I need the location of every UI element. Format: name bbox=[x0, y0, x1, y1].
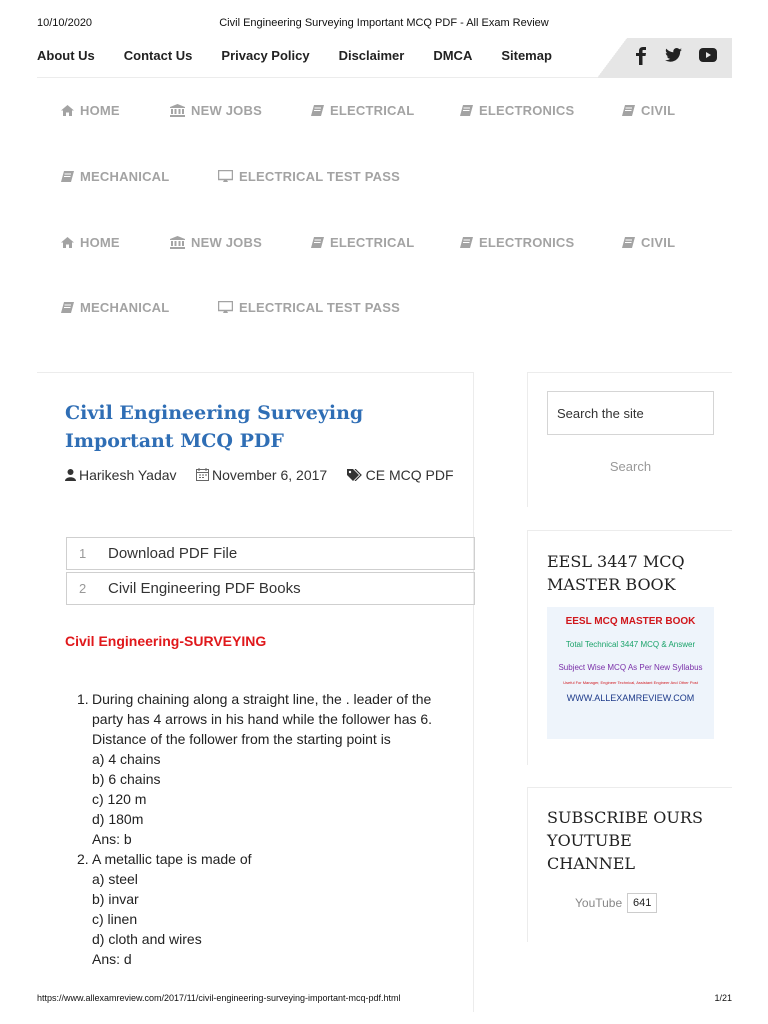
toc-item-label: Civil Engineering PDF Books bbox=[108, 580, 301, 597]
post-meta bbox=[65, 465, 465, 486]
option: b) 6 chains bbox=[92, 771, 161, 787]
subscribe-widget bbox=[527, 787, 732, 942]
facebook-icon[interactable] bbox=[635, 47, 647, 65]
question-item bbox=[77, 849, 457, 969]
post-category[interactable]: CE MCQ PDF bbox=[365, 467, 454, 483]
bank-icon bbox=[170, 104, 185, 117]
menu-civil-label: CIVIL bbox=[641, 102, 676, 118]
option: b) invar bbox=[92, 891, 139, 907]
menu-home-label: HOME bbox=[80, 102, 120, 118]
social-bar bbox=[627, 38, 732, 78]
menu-home[interactable] bbox=[61, 103, 120, 118]
question-item bbox=[77, 689, 457, 849]
promo-line: Useful For Manager, Engineer Technical, Assistant Engineer And Other Post bbox=[563, 680, 698, 685]
youtube-subscribe bbox=[547, 892, 657, 914]
menu-new-jobs-label: NEW JOBS bbox=[191, 234, 262, 250]
menu-home-label: HOME bbox=[80, 234, 120, 250]
desktop-icon bbox=[218, 170, 233, 182]
question-text: A metallic tape is made of bbox=[92, 851, 252, 867]
calendar-icon bbox=[196, 468, 209, 481]
option: a) steel bbox=[92, 871, 138, 887]
tags-icon bbox=[347, 469, 363, 481]
question-text: During chaining along a straight line, the . leader of the party has 4 arrows in his hand while the follower has 6. Distance of the follower from the starting point is bbox=[92, 691, 433, 747]
option: c) linen bbox=[92, 911, 138, 927]
option: d) cloth and wires bbox=[92, 931, 202, 947]
user-icon bbox=[65, 469, 76, 481]
menu-civil[interactable] bbox=[622, 103, 675, 118]
menu-electronics-label: ELECTRONICS bbox=[479, 102, 575, 118]
menu-electrical-test-pass-label: ELECTRICAL TEST PASS bbox=[239, 168, 400, 184]
option: a) 4 chains bbox=[92, 751, 161, 767]
search-input[interactable]: Search the site bbox=[547, 391, 714, 435]
menu-electrical-test-pass[interactable] bbox=[218, 169, 400, 184]
twitter-icon[interactable] bbox=[665, 48, 682, 62]
question-list bbox=[77, 689, 457, 969]
bank-icon bbox=[170, 236, 185, 249]
toc-item-label: Download PDF File bbox=[108, 545, 238, 562]
menu-electrical-test-pass-dup[interactable] bbox=[218, 300, 400, 315]
menu-electrical-label: ELECTRICAL bbox=[330, 234, 415, 250]
nav-dmca[interactable]: DMCA bbox=[433, 48, 473, 63]
top-bar bbox=[37, 38, 732, 78]
search-widget bbox=[527, 372, 732, 507]
book-icon bbox=[311, 237, 324, 248]
menu-civil-label: CIVIL bbox=[641, 234, 676, 250]
promo-line: EESL MCQ MASTER BOOK bbox=[565, 616, 696, 627]
menu-mechanical[interactable] bbox=[61, 169, 169, 184]
answer: Ans: b bbox=[92, 831, 132, 847]
post-date: November 6, 2017 bbox=[212, 467, 328, 483]
youtube-icon[interactable] bbox=[699, 48, 717, 62]
menu-new-jobs-label: NEW JOBS bbox=[191, 102, 262, 118]
option: c) 120 m bbox=[92, 791, 147, 807]
print-page-number: 1/21 bbox=[714, 993, 732, 1003]
youtube-subscribe-button[interactable]: YouTube bbox=[575, 896, 623, 910]
book-icon bbox=[460, 237, 473, 248]
menu-mechanical-label: MECHANICAL bbox=[80, 168, 170, 184]
nav-privacy-policy[interactable]: Privacy Policy bbox=[221, 48, 310, 63]
menu-electrical-label: ELECTRICAL bbox=[330, 102, 415, 118]
promo-line: WWW.ALLEXAMREVIEW.COM bbox=[566, 693, 695, 703]
menu-mechanical-label: MECHANICAL bbox=[80, 299, 170, 315]
nav-disclaimer[interactable]: Disclaimer bbox=[338, 48, 405, 63]
menu-electrical[interactable] bbox=[311, 103, 414, 118]
book-icon bbox=[61, 302, 74, 313]
menu-electronics-label: ELECTRONICS bbox=[479, 234, 575, 250]
subscribe-widget-title: SUBSCRIBE OURS YOUTUBE CHANNEL bbox=[547, 808, 703, 873]
menu-electrical-test-pass-label: ELECTRICAL TEST PASS bbox=[239, 299, 400, 315]
book-icon bbox=[61, 171, 74, 182]
toc-item[interactable] bbox=[66, 537, 475, 570]
menu-electrical-dup[interactable] bbox=[311, 235, 414, 250]
option: d) 180m bbox=[92, 811, 144, 827]
toc-item-number: 1 bbox=[79, 546, 87, 561]
nav-about-us[interactable]: About Us bbox=[37, 48, 95, 63]
menu-new-jobs[interactable] bbox=[170, 103, 262, 118]
book-icon bbox=[460, 105, 473, 116]
toc-item[interactable] bbox=[66, 572, 475, 605]
question-number: 1. bbox=[77, 691, 89, 707]
post-author[interactable]: Harikesh Yadav bbox=[79, 467, 177, 483]
answer: Ans: d bbox=[92, 951, 132, 967]
promo-line: Total Technical 3447 MCQ & Answer bbox=[565, 640, 696, 649]
menu-mechanical-dup[interactable] bbox=[61, 300, 169, 315]
page-title[interactable]: Civil Engineering Surveying Important MCQ PDF bbox=[65, 402, 364, 452]
home-icon bbox=[61, 237, 74, 248]
section-heading: Civil Engineering-SURVEYING bbox=[65, 633, 267, 649]
print-date: 10/10/2020 bbox=[37, 17, 93, 29]
book-widget-title: EESL 3447 MCQ MASTER BOOK bbox=[547, 552, 685, 594]
menu-civil-dup[interactable] bbox=[622, 235, 675, 250]
print-header bbox=[0, 17, 768, 31]
book-icon bbox=[311, 105, 324, 116]
menu-electronics-dup[interactable] bbox=[460, 235, 574, 250]
promo-line: Subject Wise MCQ As Per New Syllabus bbox=[558, 663, 703, 672]
book-icon bbox=[622, 237, 635, 248]
book-widget bbox=[527, 530, 732, 765]
menu-new-jobs-dup[interactable] bbox=[170, 235, 262, 250]
book-promo-banner[interactable] bbox=[547, 607, 714, 739]
print-doc-title: Civil Engineering Surveying Important MCQ PDF - All Exam Review bbox=[219, 17, 549, 29]
toc-item-number: 2 bbox=[79, 581, 87, 596]
nav-sitemap[interactable]: Sitemap bbox=[501, 48, 552, 63]
subscriber-count: 641 bbox=[627, 893, 657, 913]
print-url: https://www.allexamreview.com/2017/11/civil-engineering-surveying-important-mcq-pdf.html bbox=[37, 993, 401, 1003]
home-icon bbox=[61, 105, 74, 116]
question-number: 2. bbox=[77, 851, 89, 867]
desktop-icon bbox=[218, 301, 233, 313]
article bbox=[37, 372, 474, 1012]
table-of-contents bbox=[66, 537, 475, 607]
menu-electronics[interactable] bbox=[460, 103, 574, 118]
top-nav bbox=[37, 48, 552, 63]
menu-home-dup[interactable] bbox=[61, 235, 120, 250]
book-icon bbox=[622, 105, 635, 116]
social-bar-slant bbox=[597, 38, 627, 78]
nav-contact-us[interactable]: Contact Us bbox=[123, 48, 193, 63]
search-button[interactable]: Search bbox=[609, 459, 652, 474]
